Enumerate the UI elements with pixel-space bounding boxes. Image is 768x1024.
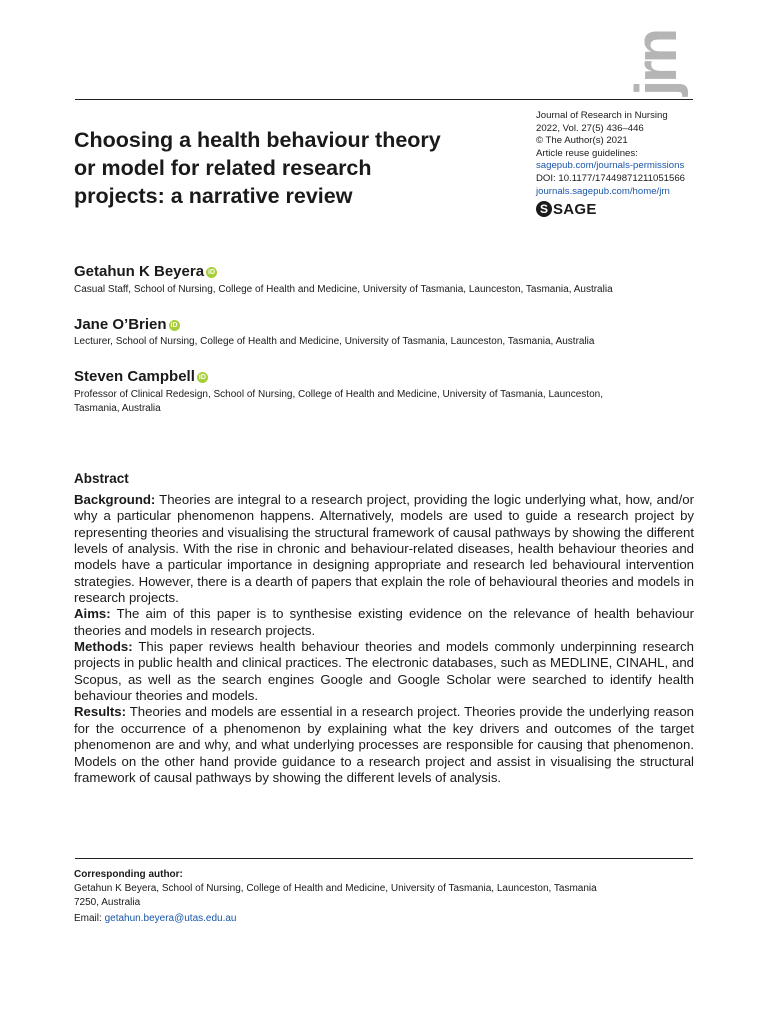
author-name-text: Steven Campbell [74,368,195,385]
author-name-text: Jane O’Brien [74,316,167,333]
article-title [74,126,514,210]
abstract-methods [74,639,694,704]
section-text: This paper reviews health behaviour theories and models commonly underpinning research projects in public health and clinical practices. The electronic databases, such as MEDLINE, CINAHL, and Scopus, as well as the search engines Google and Google Scholar were searched to identify health behaviour theories and models. [74,639,694,704]
abstract-background [74,492,694,606]
abstract-body [74,492,694,786]
orcid-icon[interactable]: iD [170,321,178,329]
journal-volume: 2022, Vol. 27(5) 436–446 [536,122,644,134]
reuse-guidelines-label: Article reuse guidelines: [536,147,638,159]
email-label: Email: [74,913,102,924]
affiliation-line: Professor of Clinical Redesign, School of Nursing, College of Health and Medicine, University of Tasmania, Launceston, [74,389,603,400]
corresponding-author-email [74,912,237,926]
journal-info [536,110,736,198]
author-name [74,263,217,281]
sage-mark-icon: S [536,201,552,217]
section-text: Theories are integral to a research project, providing the logic underlying what, how, and/or why a particular phenomenon happens. Alternatively, models are used to guide a research project by representing theories and visualising the structural framework of causal pathways by showing the different levels of analysis. With the rise in chronic and behaviour-related diseases, health behaviour theories and models have a particular importance in designing appropriate and research led behavioural intervention strategies. However, there is a dearth of papers that explain the role of behavioural theories and models in research projects. [74,492,694,606]
corresponding-author-address [74,882,694,910]
abstract-results [74,704,694,786]
author-affiliation: Casual Staff, School of Nursing, College of Health and Medicine, University of Tasmania, Launceston, Tasmania, Australia [74,284,613,295]
journal-name: Journal of Research in Nursing [536,110,668,121]
author-affiliation: Lecturer, School of Nursing, College of Health and Medicine, University of Tasmania, Launceston, Tasmania, Australia [74,336,595,347]
email-link[interactable]: getahun.beyera@utas.edu.au [104,913,237,924]
section-text: Theories and models are essential in a research project. Theories provide the underlying reason for the occurrence of a phenomenon by explaining what the key drivers and outcomes of the target phenomenon are and why, and what underlying processes are responsible for causing that phenomenon. Models on the other hand provide guidance to a research project and assist in visualising the structural framework of causal pathways by showing the different levels of analysis. [74,704,694,785]
section-label: Methods: [74,639,133,655]
abstract-aims [74,606,694,639]
journal-logo [612,8,689,98]
section-label: Background: [74,492,156,507]
address-line: Getahun K Beyera, School of Nursing, College of Health and Medicine, University of Tasmania, Launceston, Tasmania [74,883,597,894]
header-rule [75,99,693,100]
author-name-text: Getahun K Beyera [74,263,205,280]
title-line: Choosing a health behaviour theory [74,128,441,152]
section-label: Aims: [74,606,111,622]
orcid-icon[interactable]: iD [198,373,206,381]
title-line: projects: a narrative review [74,184,353,208]
author-affiliation [74,388,694,416]
journal-copyright: © The Author(s) 2021 [536,135,628,147]
journal-logo-text: jrn [624,30,689,96]
affiliation-line: Tasmania, Australia [74,403,161,414]
section-text: The aim of this paper is to synthesise existing evidence on the relevance of health behaviour theories and models in research projects. [74,606,694,638]
doi: DOI: 10.1177/17449871211051566 [536,172,686,184]
sage-logo [536,200,597,218]
section-label: Results: [74,704,127,720]
abstract-heading: Abstract [74,471,129,486]
footnote-rule [75,858,693,859]
permissions-link[interactable]: sagepub.com/journals-permissions [536,160,685,172]
author-name [74,368,208,386]
address-line: 7250, Australia [74,897,141,908]
journal-home-link[interactable]: journals.sagepub.com/home/jrn [536,185,670,197]
orcid-icon[interactable]: iD [208,268,216,276]
author-name [74,316,180,334]
corresponding-author-heading: Corresponding author: [74,869,183,880]
title-line: or model for related research [74,156,372,180]
sage-wordmark: SAGE [553,200,597,218]
